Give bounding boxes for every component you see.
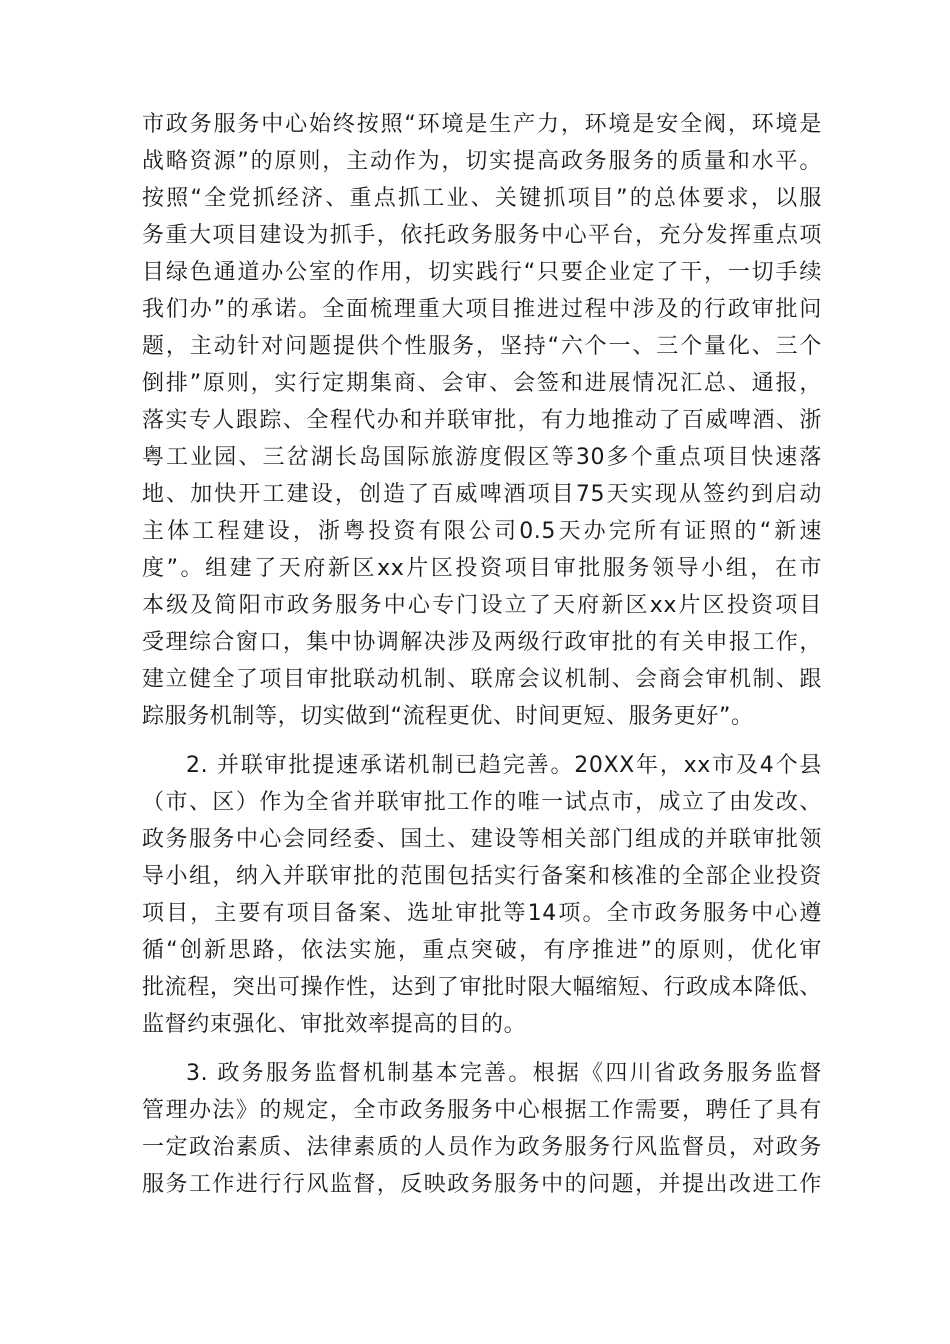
text-line: 市政务服务中心始终按照“环境是生产力，环境是安全阀，环境是 <box>142 112 822 137</box>
text-line: 项目，主要有项目备案、选址审批等14项。全市政务服务中心遵 <box>142 901 822 926</box>
text-line: 主体工程建设，浙粤投资有限公司0.5天办完所有证照的“新速 <box>142 519 822 544</box>
text-line: 受理综合窗口，集中协调解决涉及两级行政审批的有关申报工作， <box>142 630 822 655</box>
document-body <box>142 106 822 1203</box>
text-line: 本级及简阳市政务服务中心专门设立了天府新区xx片区投资项目 <box>142 593 822 618</box>
text-line: 3. 政务服务监督机制基本完善。根据《四川省政务服务监督 <box>186 1061 822 1086</box>
text-line: 批流程，突出可操作性，达到了审批时限大幅缩短、行政成本降低、 <box>142 975 822 1000</box>
text-line: 按照“全党抓经济、重点抓工业、关键抓项目”的总体要求，以服 <box>142 186 822 211</box>
text-line: 度”。组建了天府新区xx片区投资项目审批服务领导小组，在市 <box>142 556 822 581</box>
paragraph-3 <box>142 1055 822 1203</box>
text-line: 2. 并联审批提速承诺机制已趋完善。20XX年，xx市及4个县 <box>186 753 822 778</box>
text-line: 倒排”原则，实行定期集商、会审、会签和进展情况汇总、通报， <box>142 371 822 396</box>
text-line: 踪服务机制等，切实做到“流程更优、时间更短、服务更好”。 <box>142 704 754 729</box>
text-line: 服务工作进行行风监督，反映政务服务中的问题，并提出改进工作 <box>142 1172 822 1197</box>
paragraph-1 <box>142 106 822 735</box>
text-line: 我们办”的承诺。全面梳理重大项目推进过程中涉及的行政审批问 <box>142 297 822 322</box>
text-line: 循“创新思路，依法实施，重点突破，有序推进”的原则，优化审 <box>142 938 822 963</box>
text-line: 战略资源”的原则，主动作为，切实提高政务服务的质量和水平。 <box>142 149 822 174</box>
text-line: 政务服务中心会同经委、国土、建设等相关部门组成的并联审批领 <box>142 827 822 852</box>
text-line: 管理办法》的规定，全市政务服务中心根据工作需要，聘任了具有 <box>142 1098 822 1123</box>
text-line: 地、加快开工建设，创造了百威啤酒项目75天实现从签约到启动 <box>142 482 822 507</box>
text-line: 题，主动针对问题提供个性服务，坚持“六个一、三个量化、三个 <box>142 334 822 359</box>
text-line: 粤工业园、三岔湖长岛国际旅游度假区等30多个重点项目快速落 <box>142 445 822 470</box>
text-line: 目绿色通道办公室的作用，切实践行“只要企业定了干，一切手续 <box>142 260 822 285</box>
text-line: 务重大项目建设为抓手，依托政务服务中心平台，充分发挥重点项 <box>142 223 822 248</box>
paragraph-2 <box>142 747 822 1043</box>
text-line: 建立健全了项目审批联动机制、联席会议机制、会商会审机制、跟 <box>142 667 822 692</box>
text-line: （市、区）作为全省并联审批工作的唯一试点市，成立了由发改、 <box>142 790 822 815</box>
text-line: 导小组，纳入并联审批的范围包括实行备案和核准的全部企业投资 <box>142 864 822 889</box>
text-line: 监督约束强化、审批效率提高的目的。 <box>142 1012 527 1037</box>
text-line: 一定政治素质、法律素质的人员作为政务服务行风监督员，对政务 <box>142 1135 822 1160</box>
text-line: 落实专人跟踪、全程代办和并联审批，有力地推动了百威啤酒、浙 <box>142 408 822 433</box>
